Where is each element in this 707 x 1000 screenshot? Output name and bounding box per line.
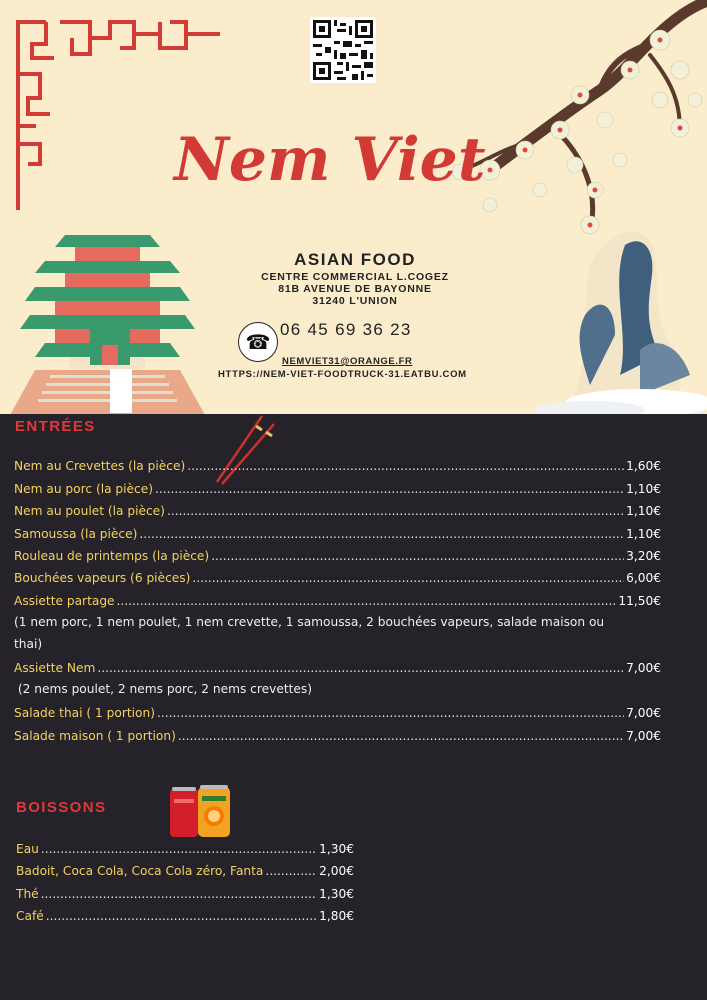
drink-item [16, 905, 354, 927]
drink-name: Café [16, 909, 44, 923]
item-price: 11,50€ [618, 594, 661, 608]
item-price: 1,10€ [626, 504, 661, 518]
item-name: Nem au Crevettes (la pièce) [14, 459, 186, 473]
item-name: Samoussa (la pièce) [14, 527, 138, 541]
drink-price: 1,30€ [319, 842, 354, 856]
item-description: (2 nems poulet, 2 nems porc, 2 nems crevettes) [14, 682, 312, 696]
drink-name: Thé [16, 887, 39, 901]
menu-item [14, 500, 661, 522]
item-price: 6,00€ [626, 571, 661, 585]
item-price: 1,60€ [626, 459, 661, 473]
pagoda-icon [10, 215, 205, 414]
menu-item [14, 590, 661, 612]
email-link[interactable]: NEMVIET31@ORANGE.FR [282, 356, 413, 367]
drink-price: 1,80€ [319, 909, 354, 923]
drink-name: Badoit, Coca Cola, Coca Cola zéro, Fanta [16, 864, 264, 878]
menu-item [14, 725, 661, 747]
item-name: Nem au porc (la pièce) [14, 482, 153, 496]
item-name: Salade thai ( 1 portion) [14, 706, 155, 720]
menu-item [14, 657, 661, 679]
drink-name: Eau [16, 842, 39, 856]
item-name: Assiette partage [14, 594, 115, 608]
item-name: Salade maison ( 1 portion) [14, 729, 176, 743]
menu-header [0, 0, 707, 414]
phone-icon: ☎ [238, 322, 278, 362]
qr-code-icon[interactable] [310, 17, 376, 83]
item-price: 7,00€ [626, 706, 661, 720]
menu-item [14, 567, 661, 589]
menu-item [14, 478, 661, 500]
item-price: 1,10€ [626, 527, 661, 541]
item-description: (1 nem porc, 1 nem poulet, 1 nem crevette, 1 samoussa, 2 bouchées vapeurs, salade maison ou thai) [14, 615, 605, 651]
item-price: 7,00€ [626, 661, 661, 675]
item-name: Rouleau de printemps (la pièce) [14, 549, 210, 563]
entrees-title: ENTRÉES [15, 418, 96, 435]
boissons-title: BOISSONS [16, 799, 107, 816]
menu-item [14, 545, 661, 567]
address-line-2: 81B AVENUE DE BAYONNE [278, 283, 432, 295]
restaurant-name [170, 112, 490, 202]
address-line-3: 31240 L'UNION [312, 295, 398, 307]
item-price: 3,20€ [626, 549, 661, 563]
drink-item [16, 860, 354, 882]
menu-item [14, 455, 661, 477]
drink-item [16, 883, 354, 905]
website-link[interactable]: HTTPS://NEM-VIET-FOODTRUCK-31.EATBU.COM [218, 369, 467, 380]
menu-item [14, 702, 661, 724]
drink-price: 1,30€ [319, 887, 354, 901]
address-line-1: CENTRE COMMERCIAL L.COGEZ [261, 271, 449, 283]
item-price: 7,00€ [626, 729, 661, 743]
menu-item [14, 523, 661, 545]
drink-price: 2,00€ [319, 864, 354, 878]
item-name: Assiette Nem [14, 661, 96, 675]
item-name: Bouchées vapeurs (6 pièces) [14, 571, 191, 585]
phone-number[interactable]: 06 45 69 36 23 [280, 320, 412, 339]
mountain-icon [530, 225, 707, 414]
soda-cans-icon [168, 784, 234, 840]
item-price: 1,10€ [626, 482, 661, 496]
item-name: Nem au poulet (la pièce) [14, 504, 165, 518]
drink-item [16, 838, 354, 860]
tagline: ASIAN FOOD [294, 250, 416, 269]
restaurant-name-text: Nem Viet [174, 125, 486, 195]
